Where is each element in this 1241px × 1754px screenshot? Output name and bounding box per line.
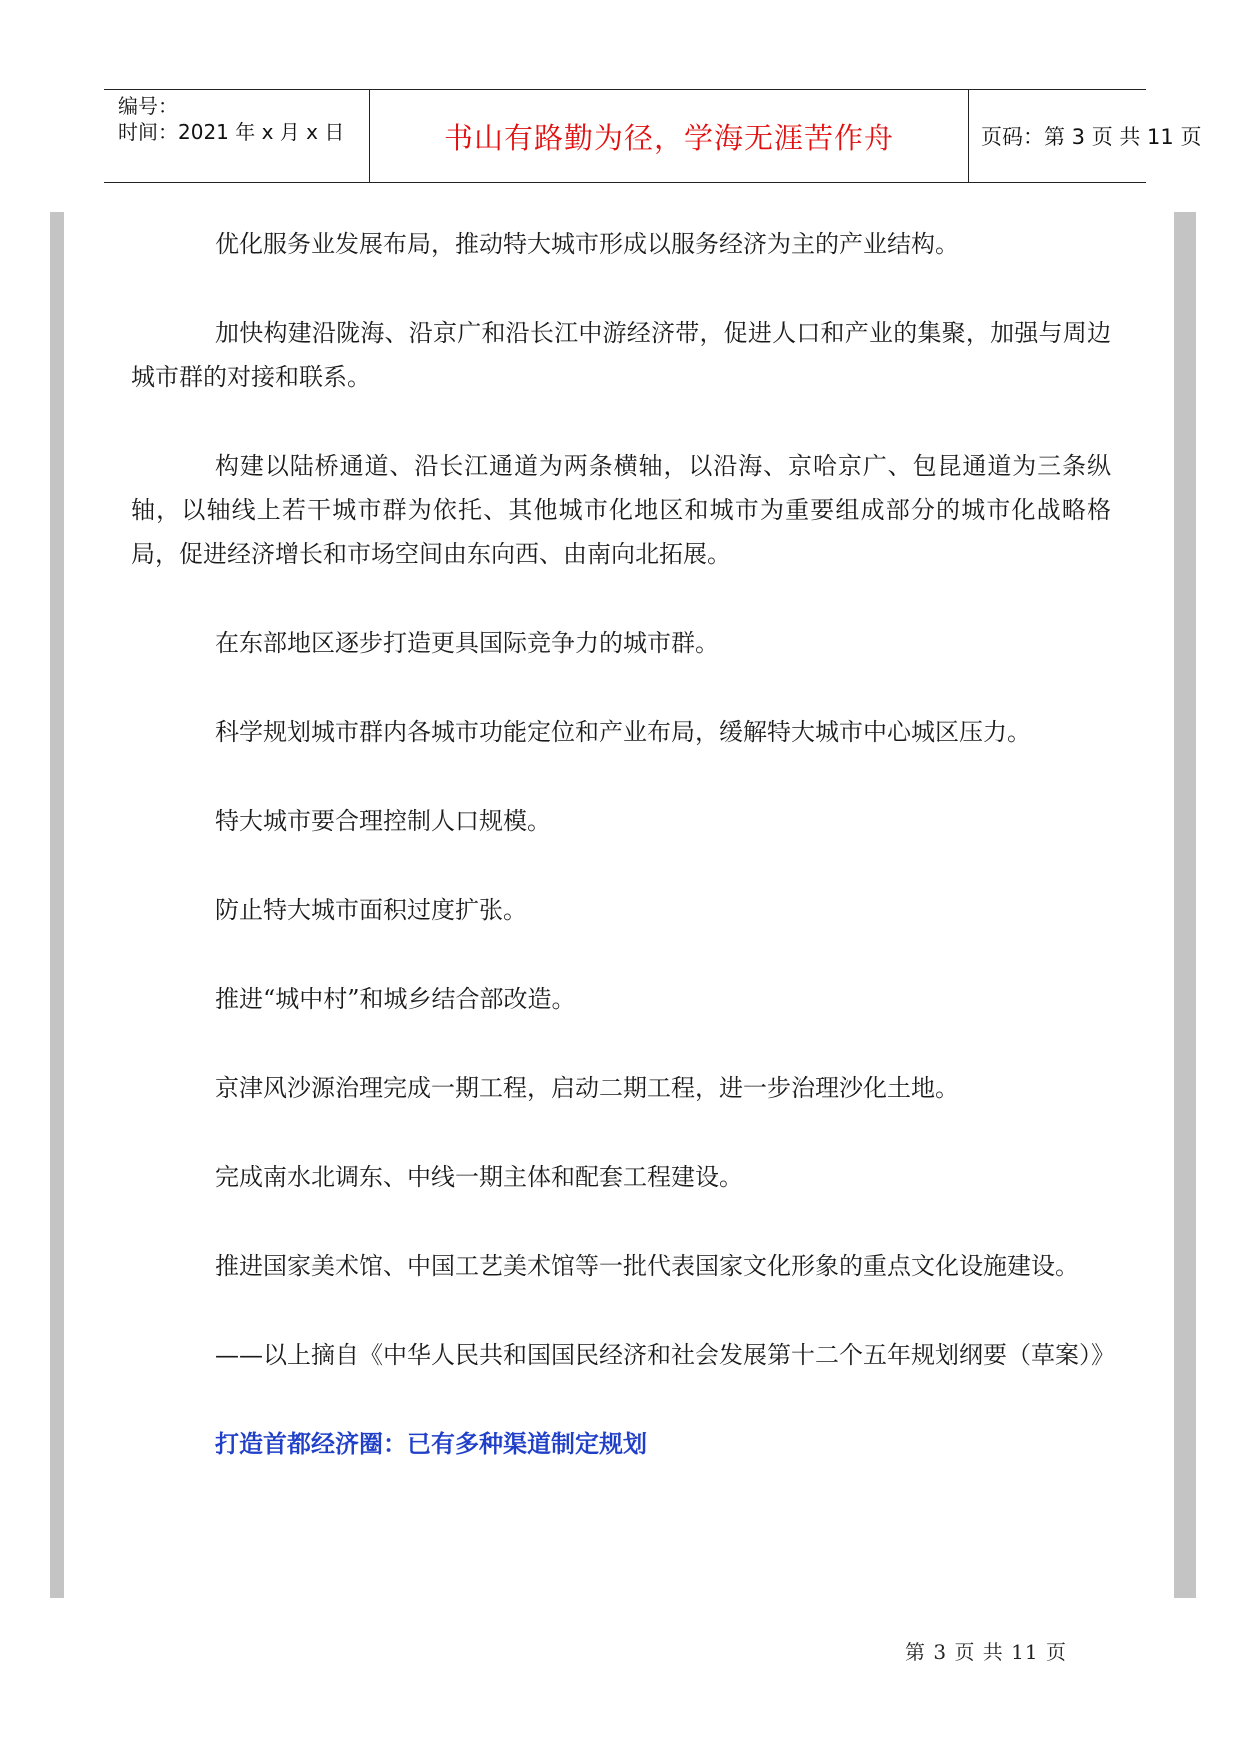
header-page-cell: [969, 90, 1202, 182]
page-footer: 第 3 页 共 11 页: [905, 1640, 1067, 1664]
number-label: 编号：: [118, 94, 178, 118]
paragraph: 完成南水北调东、中线一期主体和配套工程建设。: [215, 1163, 743, 1191]
paragraph: 优化服务业发展布局，推动特大城市形成以服务经济为主的产业结构。: [215, 230, 959, 258]
section-heading: 打造首都经济圈：已有多种渠道制定规划: [215, 1430, 647, 1458]
motto-text: 书山有路勤为径，学海无涯苦作舟: [443, 120, 894, 155]
right-margin-bar: [1174, 212, 1196, 1598]
document-body: [131, 222, 1115, 1466]
document-header: [104, 89, 1202, 183]
time-label: 时间：2021 年 x 月 x 日: [118, 120, 345, 144]
header-motto-cell: [369, 90, 969, 182]
paragraph: 特大城市要合理控制人口规模。: [215, 807, 551, 835]
left-margin-bar: [50, 212, 64, 1598]
paragraph: 推进国家美术馆、中国工艺美术馆等一批代表国家文化形象的重点文化设施建设。: [215, 1252, 1079, 1280]
paragraph: 加快构建沿陇海、沿京广和沿长江中游经济带，促进人口和产业的集聚，加强与周边城市群的对接和联系。: [131, 319, 1111, 391]
header-page-info: 页码：第 3 页 共 11 页: [981, 125, 1202, 149]
paragraph: 构建以陆桥通道、沿长江通道为两条横轴，以沿海、京哈京广、包昆通道为三条纵轴，以轴线上若干城市群为依托、其他城市化地区和城市为重要组成部分的城市化战略格局，促进经济增长和市场空间由东向西、由南向北拓展。: [131, 452, 1111, 568]
paragraph: 防止特大城市面积过度扩张。: [215, 896, 527, 924]
citation-paragraph: ——以上摘自《中华人民共和国国民经济和社会发展第十二个五年规划纲要（草案）》: [215, 1341, 1115, 1369]
paragraph: 京津风沙源治理完成一期工程，启动二期工程，进一步治理沙化土地。: [215, 1074, 959, 1102]
paragraph: 在东部地区逐步打造更具国际竞争力的城市群。: [215, 629, 719, 657]
paragraph: 科学规划城市群内各城市功能定位和产业布局，缓解特大城市中心城区压力。: [215, 718, 1031, 746]
paragraph: 推进“城中村”和城乡结合部改造。: [215, 985, 576, 1013]
header-meta-cell: [104, 90, 369, 182]
